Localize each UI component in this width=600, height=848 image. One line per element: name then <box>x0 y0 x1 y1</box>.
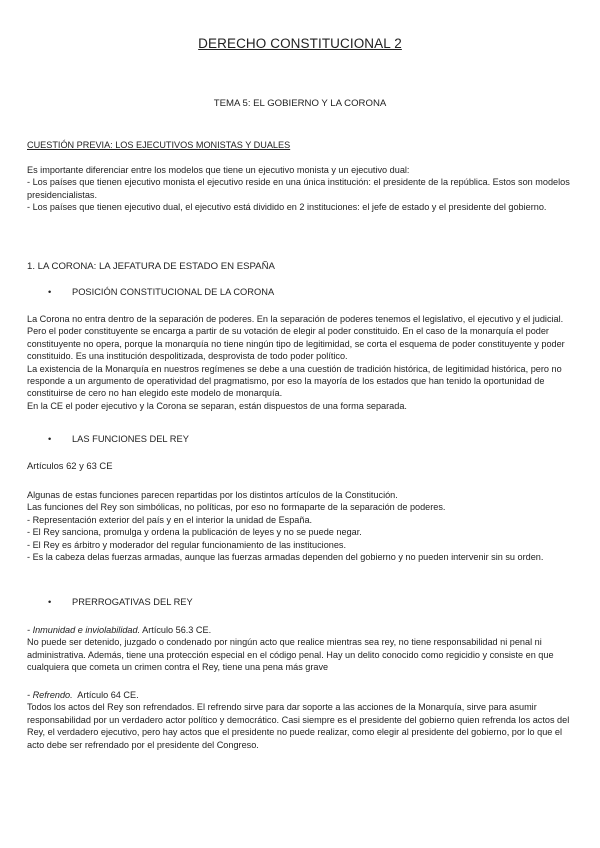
bullet-icon: • <box>48 287 52 297</box>
inmunidad-heading-line <box>27 624 576 636</box>
subsection-heading: LAS FUNCIONES DEL REY <box>72 434 189 444</box>
posicion-line: La Corona no entra dentro de la separación de poderes. En la separación de poderes tenemos el legislativo, el ejecutivo y el judicial. Pero el poder constituyente se encarga a partir de su votación de elegir al poder constituido. En el caso de la monarquía el poder constituyente no opera, porque la monarquía no tiene ningún tipo de legitimidad, se corta el esquema de poder constituyente y poder constituido. Es una institución despolitizada, desprovista de todo poder político. <box>27 314 565 362</box>
refrendo-article: Artículo 64 CE. <box>77 690 139 700</box>
funciones-line: - El Rey sanciona, promulga y ordena la publicación de leyes y no se puede negar. <box>27 527 362 538</box>
posicion-paragraph <box>27 313 576 412</box>
document-title: DERECHO CONSTITUCIONAL 2 <box>198 36 402 51</box>
previa-heading-text: CUESTIÓN PREVIA: LOS EJECUTIVOS MONISTAS Y DUALES <box>27 140 291 150</box>
subsection-heading: PRERROGATIVAS DEL REY <box>72 597 193 607</box>
subsection-posicion <box>48 287 274 297</box>
section-heading: 1. LA CORONA: LA JEFATURA DE ESTADO EN ESPAÑA <box>27 261 275 272</box>
funciones-line: Las funciones del Rey son simbólicas, no políticas, por eso no formaparte de la separación de poderes. <box>27 502 446 513</box>
previa-line: - Los países que tienen ejecutivo dual, el ejecutivo está dividido en 2 instituciones: el jefe de estado y el presidente del gobierno. <box>27 202 547 213</box>
funciones-paragraph <box>27 489 576 563</box>
inmunidad-label: - Inmunidad e inviolabilidad. <box>27 625 141 635</box>
posicion-line: En la CE el poder ejecutivo y la Corona se separan, están dispuestos de una forma separada. <box>27 400 407 411</box>
funciones-line: Algunas de estas funciones parecen repartidas por los distintos artículos de la Constitución. <box>27 490 398 500</box>
bullet-icon: • <box>48 434 52 444</box>
refrendo-text: Todos los actos del Rey son refrendados. El refrendo sirve para dar soporte a las acciones de la Monarquía, sirve para asumir responsabilidad por un verdadero actor político y democrático. Casi siempre es el presidente del gobierno quien refrenda los actos del Rey, el verdadero ejecutivo, pero hay actos que el presidente no puede realizar, como elegir al presidente del gobierno, por lo que el acto debe ser refrendado por el presidente del Congreso. <box>27 702 570 750</box>
topic-title: TEMA 5: EL GOBIERNO Y LA CORONA <box>213 98 387 109</box>
refrendo-heading-line <box>27 689 576 701</box>
subsection-heading: POSICIÓN CONSTITUCIONAL DE LA CORONA <box>72 287 275 297</box>
funciones-articles: Artículos 62 y 63 CE <box>27 460 113 471</box>
funciones-line: - Representación exterior del país y en el interior la unidad de España. <box>27 514 313 525</box>
inmunidad-article: Artículo 56.3 CE. <box>142 625 212 635</box>
inmunidad-paragraph <box>27 624 576 674</box>
previa-line: Es importante diferenciar entre los modelos que tiene un ejecutivo monista y un ejecutivo dual: <box>27 165 410 175</box>
previa-heading <box>27 139 576 151</box>
refrendo-paragraph <box>27 689 576 751</box>
refrendo-label: - Refrendo. <box>27 690 73 700</box>
subsection-prerrogativas <box>48 597 193 607</box>
subsection-funciones <box>48 434 189 444</box>
previa-line: - Los países que tienen ejecutivo monista el ejecutivo reside en una única institución: el presidente de la república. Estos son modelos presidencialistas. <box>27 177 570 200</box>
funciones-line: - Es la cabeza delas fuerzas armadas, aunque las fuerzas armadas dependen del gobierno y no pueden intervenir sin su orden. <box>27 552 544 563</box>
posicion-line: La existencia de la Monarquía en nuestros regímenes se debe a una cuestión de tradición histórica, de legitimidad histórica, pero no responde a un argumento de operatividad del pragmatismo, por eso la mayoría de los estados que han tenido la oportunidad de constituirse de cero no han elegido este modelo de monarquía. <box>27 363 562 399</box>
inmunidad-text: No puede ser detenido, juzgado o condenado por ningún acto que realice mientras sea rey, no tiene responsabilidad ni penal ni administrativa. Además, tiene una protección especial en el código penal. Hay un delito conocido como regicidio y consiste en que cualquiera que cometa un crimen contra el Rey, tiene una pena más grave <box>27 637 554 673</box>
previa-paragraph <box>27 164 576 214</box>
bullet-icon: • <box>48 597 52 607</box>
funciones-line: - El Rey es árbitro y moderador del regular funcionamiento de las instituciones. <box>27 539 347 550</box>
